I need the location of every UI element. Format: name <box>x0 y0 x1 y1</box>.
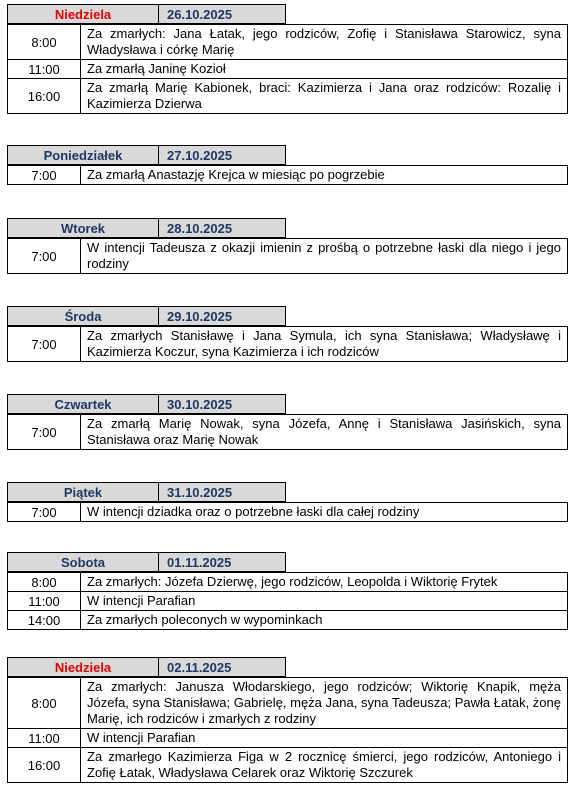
mass-time: 7:00 <box>8 239 81 273</box>
mass-time: 16:00 <box>8 79 81 113</box>
entries-table <box>7 502 568 522</box>
day-date: 01.11.2025 <box>167 554 232 570</box>
table-row <box>8 591 567 610</box>
day-header <box>7 218 286 238</box>
mass-time: 14:00 <box>8 611 81 629</box>
day-date: 29.10.2025 <box>167 308 233 324</box>
day-block-thursday <box>7 394 568 450</box>
day-block-friday <box>7 482 568 522</box>
mass-intention: Za zmarłych: Jana Łatak, jego rodziców, Zofię i Stanisława Starowicz, syna Władysława i córkę Marię <box>87 26 561 57</box>
day-date: 30.10.2025 <box>167 396 233 412</box>
day-header <box>7 657 286 677</box>
mass-time: 11:00 <box>8 60 81 78</box>
mass-time: 16:00 <box>8 748 81 782</box>
day-date: 28.10.2025 <box>167 220 233 236</box>
day-name: Czwartek <box>8 395 159 413</box>
mass-time: 11:00 <box>8 592 81 610</box>
mass-time: 7:00 <box>8 327 81 361</box>
table-row <box>8 502 567 521</box>
table-row <box>8 326 567 361</box>
day-block-monday <box>7 145 568 185</box>
mass-intention: Za zmarłych Stanisławę i Jana Symula, ich syna Stanisława; Władysławę i Kazimierza Koczur, syna Kazimierza i ich rodziców <box>87 328 561 359</box>
entries-table <box>7 572 568 630</box>
day-block-sunday-02 <box>7 657 568 783</box>
mass-intention: Za zmarłych: Józefa Dzierwę, jego rodziców, Leopolda i Wiktorię Frytek <box>87 574 498 589</box>
mass-time: 7:00 <box>8 503 81 521</box>
table-row <box>8 677 567 728</box>
entries-table <box>7 24 568 114</box>
day-header <box>7 552 286 572</box>
day-name: Poniedziałek <box>8 146 159 164</box>
table-row <box>8 165 567 184</box>
day-header <box>7 145 286 165</box>
day-block-wednesday <box>7 306 568 362</box>
mass-intention: W intencji Parafian <box>87 593 196 608</box>
day-date: 02.11.2025 <box>167 659 232 675</box>
mass-intention: W intencji Tadeusza z okazji imienin z prośbą o potrzebne łaski dla niego i jego rodziny <box>87 240 561 271</box>
mass-intention: Za zmarłą Marię Nowak, syna Józefa, Annę i Stanisława Jasińskich, syna Stanisława oraz Marię Nowak <box>87 416 561 447</box>
day-name: Środa <box>8 307 159 325</box>
mass-time: 8:00 <box>8 25 81 59</box>
mass-intention: Za zmarłą Janinę Kozioł <box>87 61 226 76</box>
entries-table <box>7 677 568 783</box>
mass-intention: W intencji Parafian <box>87 730 196 745</box>
day-header <box>7 482 286 502</box>
day-name: Niedziela <box>8 658 159 676</box>
day-header <box>7 306 286 326</box>
table-row <box>8 747 567 782</box>
mass-time: 11:00 <box>8 729 81 747</box>
table-row <box>8 610 567 629</box>
mass-intention: Za zmarłych: Janusza Włodarskiego, jego rodziców; Wiktorię Knapik, męża Józefa, syna Stanisława; Gabrielę, męża Jana, syna Tadeusza; Pawła Łatak, żonę Marię, ich rodziców i zmarłych z rodziny <box>87 679 561 726</box>
table-row <box>8 24 567 59</box>
day-date: 31.10.2025 <box>167 484 233 500</box>
day-name: Piątek <box>8 483 159 501</box>
day-date: 26.10.2025 <box>167 6 233 22</box>
day-block-tuesday <box>7 218 568 274</box>
table-row <box>8 572 567 591</box>
entries-table <box>7 414 568 450</box>
table-row <box>8 414 567 449</box>
mass-intention: Za zmarłych poleconych w wypominkach <box>87 612 323 627</box>
table-row <box>8 728 567 747</box>
mass-intention: W intencji dziadka oraz o potrzebne łaski dla całej rodziny <box>87 504 420 519</box>
day-block-saturday <box>7 552 568 630</box>
mass-intention: Za zmarłą Marię Kabionek, braci: Kazimierza i Jana oraz rodziców: Rozalię i Kazimierza Dzierwa <box>87 80 561 111</box>
mass-intention: Za zmarłego Kazimierza Figa w 2 rocznicę śmierci, jego rodziców, Antoniego i Zofię Łatak, Władysława Celarek oraz Wiktorię Szczurek <box>87 749 561 780</box>
entries-table <box>7 238 568 274</box>
mass-time: 7:00 <box>8 166 81 184</box>
day-name: Wtorek <box>8 219 159 237</box>
mass-time: 8:00 <box>8 678 81 728</box>
entries-table <box>7 326 568 362</box>
mass-time: 8:00 <box>8 573 81 591</box>
entries-table <box>7 165 568 185</box>
table-row <box>8 59 567 78</box>
table-row <box>8 78 567 113</box>
day-name: Sobota <box>8 553 159 571</box>
day-date: 27.10.2025 <box>167 147 233 163</box>
table-row <box>8 238 567 273</box>
day-header <box>7 394 286 414</box>
day-name: Niedziela <box>8 5 159 23</box>
mass-intention: Za zmarłą Anastazję Krejca w miesiąc po pogrzebie <box>87 167 385 182</box>
day-header <box>7 4 286 24</box>
day-block-sunday-26 <box>7 4 568 114</box>
mass-time: 7:00 <box>8 415 81 449</box>
